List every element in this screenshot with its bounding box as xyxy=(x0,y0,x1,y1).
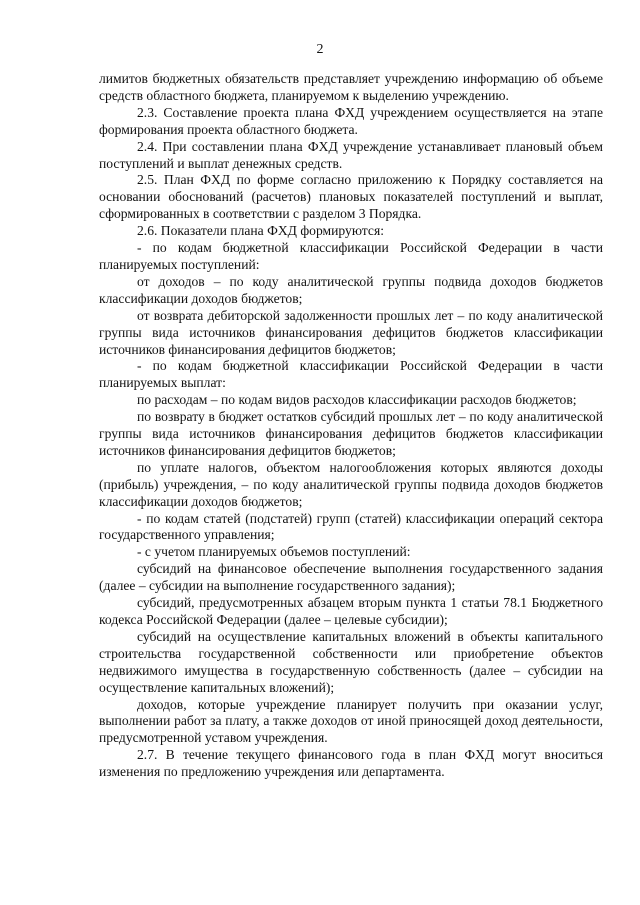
list-item-state-task-subsidy: субсидий на финансовое обеспечение выполнения государственного задания (далее – субсидии на выполнение государственного задания); xyxy=(99,561,603,594)
list-item-planned-volumes: - с учетом планируемых объемов поступлений: xyxy=(137,544,411,560)
list-item-planned-payments: - по кодам бюджетной классификации Российской Федерации в части планируемых выплат: xyxy=(99,358,603,391)
paragraph-continuation: лимитов бюджетных обязательств представляет учреждению информацию об объеме средств областного бюджета, планируемом к выделению учреждению. xyxy=(99,71,603,103)
list-item-paid-services-income: доходов, которые учреждение планирует получить при оказании услуг, выполнении работ за плату, а также доходов от иной приносящей доход деятельности, предусмотренной уставом учреждения. xyxy=(99,696,603,746)
paragraph-2-7: 2.7. В течение текущего финансового года в план ФХД могут вноситься изменения по предложению учреждения или департамента. xyxy=(99,747,603,780)
paragraph-2-4: 2.4. При составлении плана ФХД учреждение устанавливает плановый объем поступлений и выплат денежных средств. xyxy=(99,138,603,171)
list-item-planned-receipts: - по кодам бюджетной классификации Российской Федерации в части планируемых поступлений: xyxy=(99,240,603,272)
list-item-operations-classification: - по кодам статей (подстатей) групп (статей) классификации операций сектора государственного управления; xyxy=(99,510,603,543)
list-item-income: от доходов – по коду аналитической группы подвида доходов бюджетов классификации доходов бюджетов; xyxy=(99,273,603,306)
paragraph-2-3: 2.3. Составление проекта плана ФХД учреждением осуществляется на этапе формирования проекта областного бюджета. xyxy=(99,104,603,137)
paragraph-2-6: 2.6. Показатели плана ФХД формируются: xyxy=(137,223,384,239)
list-item-expenses: по расходам – по кодам видов расходов классификации расходов бюджетов; xyxy=(137,392,577,408)
list-item-taxes: по уплате налогов, объектом налогообложения которых являются доходы (прибыль) учреждения, – по коду аналитической группы подвида доходов бюджетов классификации доходов бюджетов; xyxy=(99,459,603,509)
list-item-receivables-return: от возврата дебиторской задолженности прошлых лет – по коду аналитической группы вида источников финансирования дефицитов бюджетов классификации источников финансирования дефицитов бюджетов; xyxy=(99,307,603,357)
list-item-capital-investment-subsidy: субсидий на осуществление капитальных вложений в объекты капитального строительства государственной собственности или приобретение объектов недвижимого имущества в государственную собственность (далее – субсидии на осуществление капитальных вложений); xyxy=(99,628,603,695)
list-item-target-subsidy: субсидий, предусмотренных абзацем вторым пункта 1 статьи 78.1 Бюджетного кодекса Российской Федерации (далее – целевые субсидии); xyxy=(99,595,603,627)
list-item-subsidy-return: по возврату в бюджет остатков субсидий прошлых лет – по коду аналитической группы вида источников финансирования дефицитов бюджетов классификации источников финансирования дефицитов бюджетов; xyxy=(99,409,603,458)
page-number: 2 xyxy=(316,42,324,57)
paragraph-2-5: 2.5. План ФХД по форме согласно приложению к Порядку составляется на основании обоснований (расчетов) плановых показателей поступлений и выплат, сформированных в соответствии с разделом 3 Порядка. xyxy=(99,172,603,222)
document-body xyxy=(99,71,603,781)
